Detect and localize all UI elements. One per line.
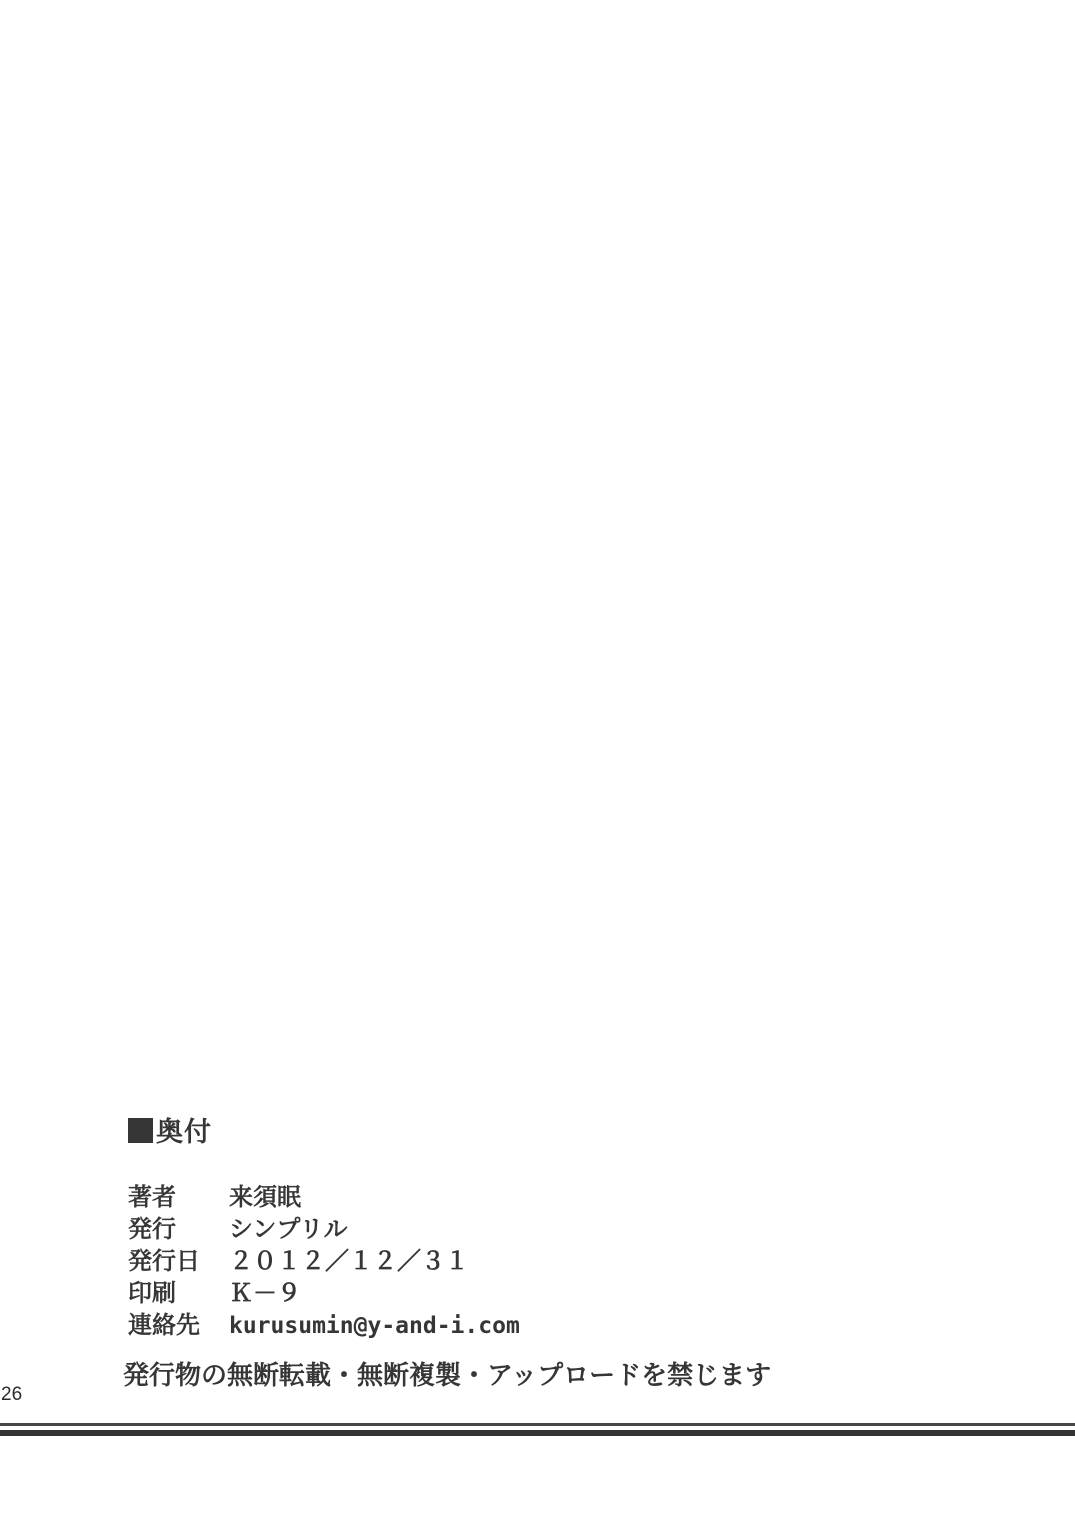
colophon-header (128, 1116, 520, 1148)
colophon-block (128, 1116, 520, 1342)
colophon-rows (128, 1182, 520, 1342)
printer-value: Ｋ－９ (229, 1280, 301, 1307)
colophon-row-publish-date (128, 1246, 520, 1278)
disclaimer-text: 発行物の無断転載・無断複製・アップロードを禁じます (123, 1360, 772, 1390)
publisher-label: 発行 (128, 1216, 176, 1243)
colophon-title: 奥付 (156, 1117, 212, 1147)
publisher-value: シンプリル (229, 1216, 348, 1243)
page-number: 26 (1, 1384, 23, 1405)
footer-rule-thin (0, 1423, 1075, 1426)
colophon-row-contact (128, 1310, 520, 1342)
colophon-row-author (128, 1182, 520, 1214)
publish-date-value: ２０１２／１２／３１ (229, 1248, 469, 1275)
footer-rule-thick (0, 1430, 1075, 1436)
publish-date-label: 発行日 (128, 1248, 200, 1275)
contact-email: kurusumin@y-and-i.com (229, 1313, 520, 1339)
author-value: 来須眠 (229, 1184, 301, 1211)
colophon-row-printer (128, 1278, 520, 1310)
colophon-row-publisher (128, 1214, 520, 1246)
printer-label: 印刷 (128, 1280, 176, 1307)
section-marker-icon (128, 1118, 153, 1143)
author-label: 著者 (128, 1184, 176, 1211)
contact-label: 連絡先 (128, 1312, 200, 1339)
